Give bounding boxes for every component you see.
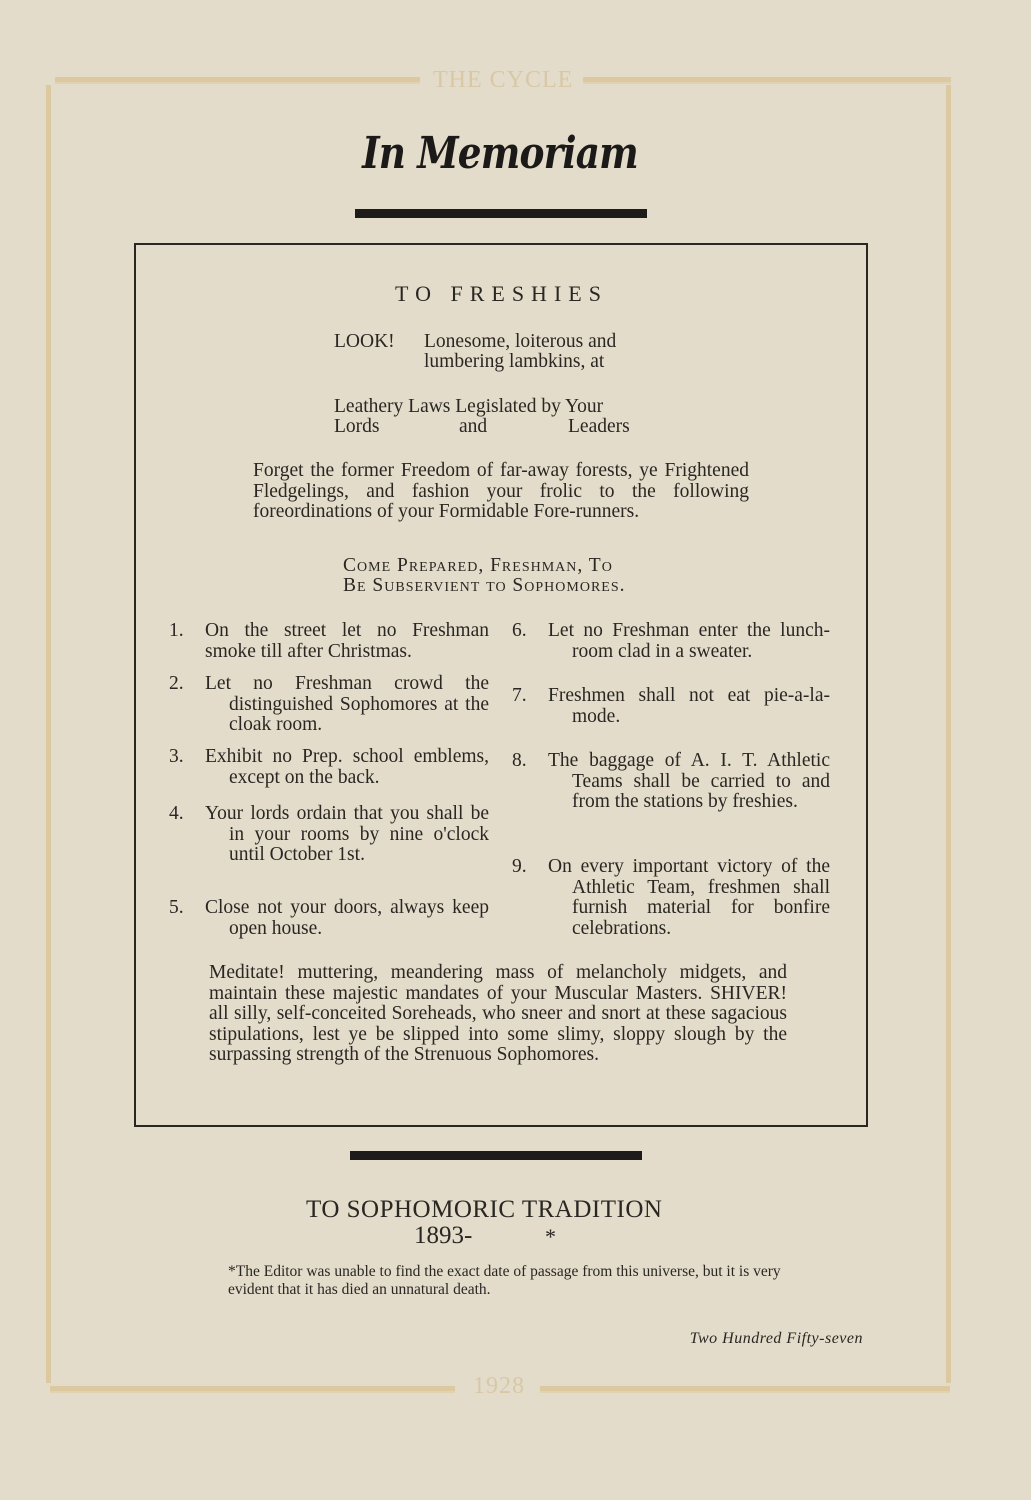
frame-bottom-label: 1928 xyxy=(473,1373,525,1399)
frame-bottom-right-rule xyxy=(540,1386,950,1393)
come-prepared-line-1: Come Prepared, Freshman, To xyxy=(343,555,613,576)
rule-number: 3. xyxy=(169,746,184,767)
rule-number: 1. xyxy=(169,620,184,641)
rule-item xyxy=(169,674,489,736)
editor-footnote: *The Editor was unable to find the exact date of passage from this universe, but it is very evident that it has died an unnatural death. xyxy=(228,1263,781,1298)
title-divider xyxy=(355,209,647,218)
rule-text: Freshmen shall not eat pie-a-la-mode. xyxy=(548,685,830,727)
rule-item xyxy=(169,747,489,788)
rule-number: 7. xyxy=(512,685,527,706)
laws-and: and xyxy=(459,416,488,437)
rule-number: 9. xyxy=(512,856,527,877)
tradition-heading: TO SOPHOMORIC TRADITION xyxy=(306,1196,663,1223)
laws-lords: Lords xyxy=(334,416,380,437)
frame-right-border xyxy=(946,85,951,1383)
look-line-1: Lonesome, loiterous and xyxy=(424,331,617,352)
rule-item xyxy=(512,621,830,662)
freshies-heading: TO FRESHIES xyxy=(395,281,608,306)
come-prepared-line-2: Be Subservient to Sophomores. xyxy=(343,575,626,596)
section-divider xyxy=(350,1151,642,1160)
rule-item xyxy=(169,804,489,866)
rule-number: 8. xyxy=(512,750,527,771)
rule-text: Close not your doors, always keep open house. xyxy=(205,897,489,939)
tradition-asterisk: * xyxy=(545,1224,556,1249)
rule-text: Let no Freshman enter the lunch-room clad in a sweater. xyxy=(548,620,830,662)
frame-bottom-left-rule xyxy=(50,1386,455,1393)
page-title: In Memoriam xyxy=(362,128,638,179)
rule-number: 6. xyxy=(512,620,527,641)
rule-item xyxy=(512,751,830,813)
rule-item xyxy=(512,686,830,727)
tradition-year: 1893- xyxy=(414,1222,473,1249)
rule-text: On the street let no Freshman smoke till after Christmas. xyxy=(205,620,489,662)
forget-paragraph: Forget the former Freedom of far-away forests, ye Frightened Fledgelings, and fashion your frolic to the following foreordinations of your Formidable Fore-runners. xyxy=(253,460,749,522)
frame-left-border xyxy=(46,85,51,1383)
rule-text: The baggage of A. I. T. Athletic Teams shall be carried to and from the stations by freshies. xyxy=(548,750,830,812)
look-line-2: lumbering lambkins, at xyxy=(424,351,605,372)
frame-top-right-rule xyxy=(583,77,951,84)
rule-number: 5. xyxy=(169,897,184,918)
rule-item xyxy=(512,857,830,939)
rule-text: Your lords ordain that you shall be in your rooms by nine o'clock until October 1st. xyxy=(205,803,489,865)
page-number: Two Hundred Fifty-seven xyxy=(689,1330,863,1347)
frame-top-label: THE CYCLE xyxy=(433,67,574,93)
rule-number: 2. xyxy=(169,673,184,694)
frame-top-left-rule xyxy=(55,77,420,84)
rule-text: Let no Freshman crowd the distinguished Sophomores at the cloak room. xyxy=(205,673,489,735)
laws-line-1: Leathery Laws Legislated by Your xyxy=(334,396,604,417)
rule-number: 4. xyxy=(169,803,184,824)
closing-paragraph: Meditate! muttering, meandering mass of melancholy midgets, and maintain these majestic mandates of your Muscular Masters. SHIVER! all silly, self-conceited Soreheads, who sneer and snort at these sagacious stipulations, lest ye be slipped into some slimy, sloppy slough by the surpassing strength of the Strenuous Sophomores. xyxy=(209,962,787,1065)
look-label: LOOK! xyxy=(334,331,395,352)
rule-item xyxy=(169,621,489,662)
laws-leaders: Leaders xyxy=(568,416,630,437)
rule-text: Exhibit no Prep. school emblems, except on the back. xyxy=(205,746,489,788)
rule-text: On every important victory of the Athletic Team, freshmen shall furnish material for bonfire celebrations. xyxy=(548,856,830,939)
rule-item xyxy=(169,898,489,939)
